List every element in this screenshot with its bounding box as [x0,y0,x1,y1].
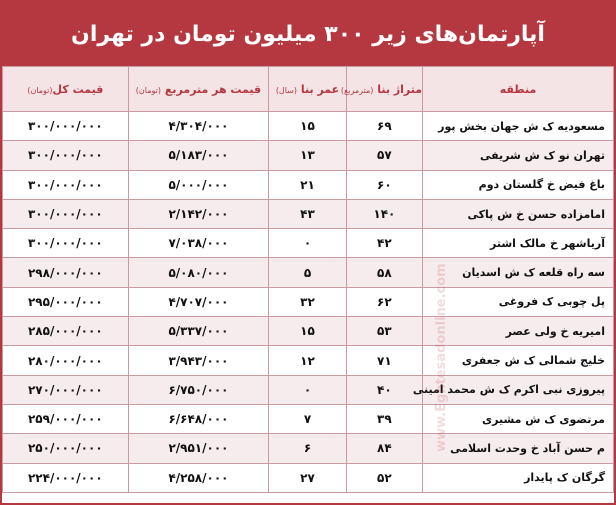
cell-price-per-m2: ۲/۱۴۲/۰۰۰ [128,199,269,228]
table-row [3,287,614,316]
cell-price-per-m2: ۵/۰۰۰/۰۰۰ [128,170,269,199]
cell-area: ۵۷ [346,141,422,170]
column-header-region: منطقه [423,67,614,112]
column-header-total-price: قیمت کل(تومان) [3,67,129,112]
cell-total-price: ۲۸۵/۰۰۰/۰۰۰ [3,317,129,346]
column-header-age: عمر بنا (سال) [269,67,346,112]
cell-total-price: ۳۰۰/۰۰۰/۰۰۰ [3,170,129,199]
cell-age: ۵ [269,258,346,287]
cell-price-per-m2: ۲/۹۵۱/۰۰۰ [128,434,269,463]
cell-age: ۶ [269,434,346,463]
cell-region: باغ فیض خ گلستان دوم [423,170,614,199]
cell-region: م حسن آباد خ وحدت اسلامی [423,434,614,463]
table-row [3,170,614,199]
cell-total-price: ۳۰۰/۰۰۰/۰۰۰ [3,229,129,258]
page-title: آپارتمان‌های زیر ۳۰۰ میلیون تومان در تهران [2,2,614,66]
cell-region: گرگان ک پایدار [423,463,614,492]
cell-age: ۲۷ [269,463,346,492]
cell-price-per-m2: ۵/۱۸۳/۰۰۰ [128,141,269,170]
cell-region: تهران نو ک ش شریفی [423,141,614,170]
cell-region: مسعودیه ک ش جهان بخش پور [423,112,614,141]
table-row [3,112,614,141]
cell-region: پیروزی نبی اکرم ک ش محمد امینی [423,375,614,404]
cell-age: ۰ [269,229,346,258]
table-row [3,199,614,228]
cell-area: ۶۹ [346,112,422,141]
table-row [3,346,614,375]
table-row [3,404,614,433]
watermark: www.Eghtesadonline.com [434,263,449,452]
cell-region: سه راه قلعه ک ش اسدیان [423,258,614,287]
cell-area: ۶۲ [346,287,422,316]
cell-total-price: ۲۵۹/۰۰۰/۰۰۰ [3,404,129,433]
cell-price-per-m2: ۴/۷۰۷/۰۰۰ [128,287,269,316]
cell-region: خلیج شمالی ک ش جعفری [423,346,614,375]
cell-area: ۳۹ [346,404,422,433]
table-row [3,317,614,346]
cell-area: ۵۳ [346,317,422,346]
cell-area: ۸۴ [346,434,422,463]
cell-region: امامزاده حسن خ ش پاکی [423,199,614,228]
cell-age: ۱۳ [269,141,346,170]
cell-age: ۱۵ [269,317,346,346]
cell-price-per-m2: ۴/۲۵۸/۰۰۰ [128,463,269,492]
apartments-table [2,66,614,493]
cell-price-per-m2: ۵/۳۳۷/۰۰۰ [128,317,269,346]
table-row [3,229,614,258]
cell-age: ۳۲ [269,287,346,316]
cell-total-price: ۲۲۴/۰۰۰/۰۰۰ [3,463,129,492]
cell-area: ۷۱ [346,346,422,375]
table-header-row [3,67,614,112]
cell-region: پل چوبی ک فروغی [423,287,614,316]
cell-total-price: ۳۰۰/۰۰۰/۰۰۰ [3,141,129,170]
cell-area: ۴۰ [346,375,422,404]
cell-total-price: ۲۸۰/۰۰۰/۰۰۰ [3,346,129,375]
cell-price-per-m2: ۷/۰۳۸/۰۰۰ [128,229,269,258]
cell-price-per-m2: ۵/۰۸۰/۰۰۰ [128,258,269,287]
cell-region: مرتضوی ک ش مشیری [423,404,614,433]
table-row [3,141,614,170]
cell-age: ۷ [269,404,346,433]
cell-total-price: ۲۹۵/۰۰۰/۰۰۰ [3,287,129,316]
cell-area: ۵۲ [346,463,422,492]
cell-total-price: ۲۹۸/۰۰۰/۰۰۰ [3,258,129,287]
column-header-area: متراژ بنا (مترمربع) [346,67,422,112]
cell-age: ۱۵ [269,112,346,141]
cell-total-price: ۲۷۰/۰۰۰/۰۰۰ [3,375,129,404]
cell-total-price: ۳۰۰/۰۰۰/۰۰۰ [3,199,129,228]
cell-age: ۱۲ [269,346,346,375]
cell-region: آریاشهر خ مالک اشتر [423,229,614,258]
table-row [3,463,614,492]
cell-area: ۵۸ [346,258,422,287]
cell-age: ۴۳ [269,199,346,228]
cell-price-per-m2: ۶/۷۵۰/۰۰۰ [128,375,269,404]
table-row [3,258,614,287]
cell-total-price: ۲۵۰/۰۰۰/۰۰۰ [3,434,129,463]
cell-price-per-m2: ۶/۶۴۸/۰۰۰ [128,404,269,433]
cell-age: ۲۱ [269,170,346,199]
table-row [3,375,614,404]
cell-total-price: ۳۰۰/۰۰۰/۰۰۰ [3,112,129,141]
cell-price-per-m2: ۴/۳۰۴/۰۰۰ [128,112,269,141]
cell-area: ۶۰ [346,170,422,199]
cell-age: ۰ [269,375,346,404]
table-row [3,434,614,463]
cell-area: ۱۴۰ [346,199,422,228]
column-header-price-per-m2: قیمت هر مترمربع (تومان) [128,67,269,112]
cell-price-per-m2: ۳/۹۴۳/۰۰۰ [128,346,269,375]
cell-area: ۴۲ [346,229,422,258]
cell-region: امیریه خ ولی عصر [423,317,614,346]
